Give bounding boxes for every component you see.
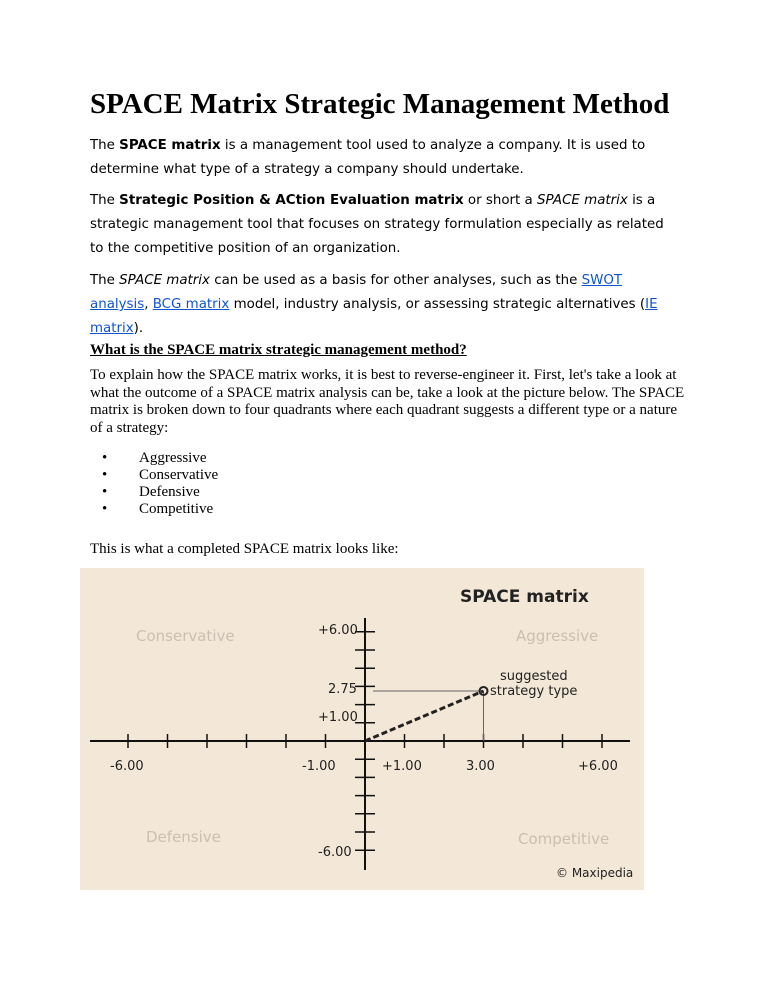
p3-italic-term: SPACE matrix (119, 273, 210, 288)
space-matrix-figure (80, 568, 644, 890)
quadrant-competitive: Competitive (518, 830, 610, 848)
quadrant-defensive: Defensive (146, 828, 221, 846)
p2-italic-term: SPACE matrix (537, 193, 628, 208)
x-tick-label-minus-one: -1.00 (302, 759, 336, 774)
p3-text-mid2: model, industry analysis, or assessing strategic alternatives ( (229, 297, 646, 312)
p2-bold-term: Strategic Position & ACtion Evaluation matrix (119, 193, 464, 208)
point-label-line-2: strategy type (490, 684, 578, 699)
p3-separator: , (144, 297, 153, 312)
strategy-list (90, 450, 690, 518)
bullet-icon: • (102, 501, 108, 517)
bullet-icon: • (102, 467, 108, 483)
p2-text-pre: The (90, 193, 120, 208)
list-item (90, 501, 690, 518)
quadrant-conservative: Conservative (136, 627, 235, 645)
list-item (90, 484, 690, 501)
page-title: SPACE Matrix Strategic Management Method (90, 88, 670, 120)
list-item-label: Conservative (139, 467, 219, 483)
y-tick-label-top: +6.00 (318, 623, 358, 638)
p2-text-mid: or short a (463, 193, 538, 208)
list-item-label: Aggressive (139, 450, 207, 466)
p3-text-pre: The (90, 273, 120, 288)
intro-paragraph-2 (90, 189, 680, 261)
bcg-matrix-link[interactable]: BCG matrix (152, 297, 230, 312)
p1-text-pre: The (90, 138, 120, 153)
list-item (90, 467, 690, 484)
section-heading: What is the SPACE matrix strategic management method? (90, 342, 467, 358)
x-tick-label-plus-one: +1.00 (382, 759, 422, 774)
intro-paragraph-3 (90, 269, 680, 341)
intro-paragraph-1 (90, 134, 680, 182)
copyright-text: © Maxipedia (556, 866, 634, 880)
swot-analysis-link[interactable]: SWOT analysis (90, 273, 623, 312)
p3-text-mid: can be used as a basis for other analyses, such as the (209, 273, 582, 288)
chart-title: SPACE matrix (460, 587, 589, 607)
bullet-icon: • (102, 484, 108, 500)
figure-intro: This is what a completed SPACE matrix looks like: (90, 541, 399, 557)
point-label-line-1: suggested (500, 669, 568, 684)
strategy-vector (365, 691, 484, 741)
p1-text-post: is a management tool used to analyze a company. It is used to determine what type of a strategy a company should undertake. (90, 138, 646, 177)
p2-text-post: is a strategic management tool that focuses on strategy formulation especially as related to the competitive position of an organization. (90, 193, 664, 256)
list-item (90, 450, 690, 467)
y-tick-label-point: 2.75 (328, 682, 357, 697)
p1-bold-term: SPACE matrix (119, 138, 221, 153)
x-tick-label-right: +6.00 (578, 759, 618, 774)
quadrant-aggressive: Aggressive (516, 627, 599, 645)
space-matrix-chart (80, 568, 644, 890)
ie-matrix-link[interactable]: IE matrix (90, 297, 658, 336)
y-tick-label-one: +1.00 (318, 710, 358, 725)
bullet-icon: • (102, 450, 108, 466)
p3-text-post: ). (133, 321, 144, 336)
list-item-label: Competitive (139, 501, 214, 517)
list-item-label: Defensive (139, 484, 200, 500)
x-tick-label-point: 3.00 (466, 759, 495, 774)
explain-paragraph: To explain how the SPACE matrix works, it is best to reverse-engineer it. First, let's take a look at what the outcome of a SPACE matrix analysis can be, take a look at the picture below. The SPACE matrix is broken down to four quadrants where each quadrant suggests a different type or a nature of a strategy: (90, 367, 685, 436)
y-tick-label-bottom: -6.00 (318, 845, 352, 860)
x-tick-label-left: -6.00 (110, 759, 144, 774)
